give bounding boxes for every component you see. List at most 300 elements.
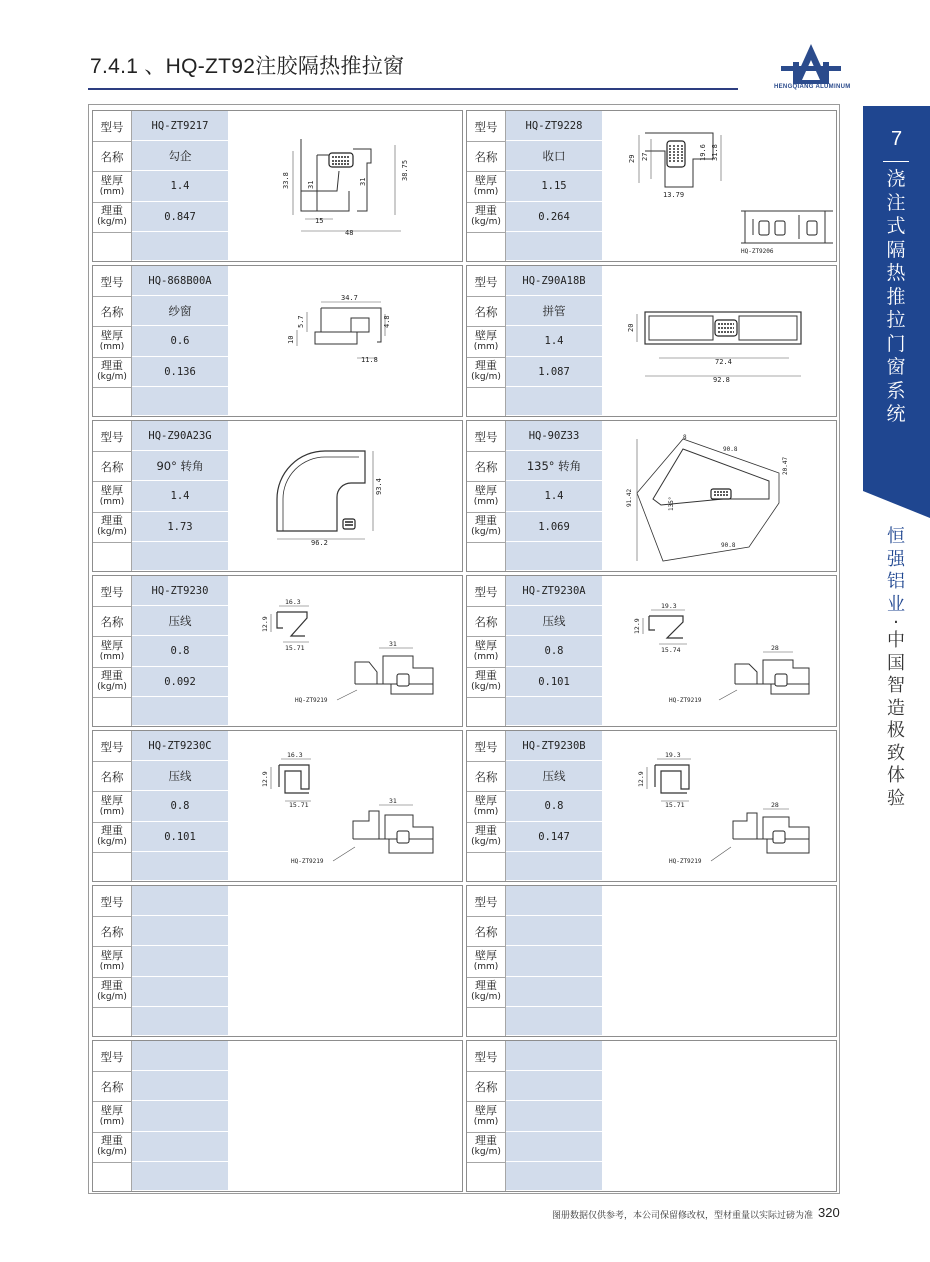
value-weight: 1.069 [506,512,602,542]
value-model [506,1041,602,1071]
value-blank [506,1007,602,1036]
page-header-title: 7.4.1 、HQ-ZT92注胶隔热推拉窗 [90,55,405,78]
profile-card [92,1040,463,1192]
label-thickness-main: 壁厚 [475,484,497,497]
svg-text:20.47: 20.47 [782,456,789,475]
svg-text:48: 48 [345,229,354,237]
label-weight-main: 理重 [475,979,497,992]
profile-drawing [229,731,462,881]
profile-drawing [603,576,836,726]
label-divider [467,977,505,978]
label-thickness-main: 壁厚 [475,949,497,962]
profile-card [92,885,463,1037]
label-thickness [93,174,131,198]
label-model: 型号 [474,1050,498,1064]
label-thickness-unit: (mm) [473,1117,499,1127]
svg-text:19.3: 19.3 [661,602,677,610]
label-divider [467,636,505,637]
value-name: 压线 [506,606,602,636]
svg-text:19.3: 19.3 [665,751,681,759]
label-weight [93,1134,131,1158]
label-weight-main: 理重 [475,1134,497,1147]
value-column [131,886,228,1036]
label-divider [93,977,131,978]
label-divider [467,542,505,543]
label-divider [467,761,505,762]
profile-drawing [229,266,462,416]
label-weight [93,204,131,228]
label-thickness-main: 壁厚 [475,174,497,187]
label-divider [93,326,131,327]
label-model: 型号 [100,585,124,599]
value-thickness: 0.6 [132,326,228,357]
slogan-dot: · [893,612,899,633]
label-thickness-main: 壁厚 [101,484,123,497]
label-divider [93,636,131,637]
svg-text:11.8: 11.8 [361,356,378,364]
value-name [506,1071,602,1101]
svg-text:28: 28 [771,801,779,809]
svg-text:34.7: 34.7 [341,294,358,302]
profile-card [92,420,463,572]
profile-drawing [603,266,836,416]
label-model: 型号 [474,430,498,444]
value-weight: 0.147 [506,822,602,852]
page-number: 320 [818,1205,840,1220]
value-column [131,1041,228,1191]
label-model: 型号 [474,585,498,599]
svg-text:15.74: 15.74 [661,646,681,654]
label-divider [467,1007,505,1008]
svg-text:91.42: 91.42 [626,488,633,507]
label-divider [93,296,131,297]
value-name: 拼管 [506,296,602,326]
value-name: 135° 转角 [506,451,602,481]
label-divider [467,141,505,142]
label-model: 型号 [100,895,124,909]
label-model: 型号 [474,120,498,134]
label-weight [467,979,505,1003]
profile-drawing [603,421,836,571]
label-divider [93,697,131,698]
label-divider [467,1101,505,1102]
profile-card [466,575,837,727]
label-name: 名称 [474,770,498,784]
label-divider [93,1007,131,1008]
label-thickness-main: 壁厚 [101,949,123,962]
value-thickness: 1.4 [506,326,602,357]
label-thickness [93,794,131,818]
svg-text:93.4: 93.4 [375,478,383,495]
svg-text:15: 15 [315,217,324,225]
label-thickness-unit: (mm) [473,342,499,352]
label-thickness-unit: (mm) [473,652,499,662]
value-name: 勾企 [132,141,228,171]
label-name: 名称 [100,460,124,474]
value-weight: 0.136 [132,357,228,387]
profile-card [466,265,837,417]
label-thickness-unit: (mm) [99,652,125,662]
value-blank [506,232,602,261]
svg-text:8: 8 [683,434,687,441]
svg-text:90.8: 90.8 [723,446,738,453]
profile-drawing [229,886,462,1036]
label-weight-main: 理重 [101,979,123,992]
profile-drawing [603,1041,836,1191]
label-divider [467,697,505,698]
value-blank [132,852,228,881]
value-name [132,1071,228,1101]
value-thickness: 0.8 [506,791,602,822]
label-thickness-unit: (mm) [99,497,125,507]
label-divider [467,946,505,947]
label-divider [93,357,131,358]
svg-text:96.2: 96.2 [311,539,328,547]
svg-text:29: 29 [628,154,636,163]
label-thickness-main: 壁厚 [475,794,497,807]
label-divider [467,387,505,388]
label-divider [93,232,131,233]
value-model: HQ-ZT9230 [132,576,228,606]
value-thickness: 1.4 [132,171,228,202]
label-weight-main: 理重 [101,1134,123,1147]
value-blank [132,387,228,416]
label-model: 型号 [100,740,124,754]
value-blank [506,697,602,726]
label-weight [93,824,131,848]
value-column [131,421,228,571]
svg-text:31: 31 [389,797,397,805]
label-weight-main: 理重 [475,204,497,217]
label-name: 名称 [474,1080,498,1094]
label-divider [93,481,131,482]
label-weight-main: 理重 [101,359,123,372]
svg-text:12.9: 12.9 [261,771,269,787]
value-blank [506,1162,602,1191]
label-divider [467,296,505,297]
value-column [131,731,228,881]
label-weight-main: 理重 [475,669,497,682]
label-weight [93,359,131,383]
value-name: 压线 [506,761,602,791]
sidebar-divider [883,161,909,162]
label-thickness-main: 壁厚 [475,639,497,652]
profile-drawing [229,421,462,571]
label-weight [467,204,505,228]
value-name [506,916,602,946]
label-thickness [467,484,505,508]
svg-text:31.8: 31.8 [711,144,719,161]
label-model: 型号 [474,740,498,754]
svg-text:38.75: 38.75 [401,159,409,181]
label-divider [93,916,131,917]
label-divider [93,512,131,513]
label-thickness [467,329,505,353]
value-weight: 0.101 [132,822,228,852]
value-column [505,576,602,726]
value-model: HQ-868B00A [132,266,228,296]
label-divider [93,542,131,543]
label-weight [467,669,505,693]
svg-text:4.8: 4.8 [383,315,391,328]
label-divider [467,171,505,172]
profile-drawing [603,111,836,261]
label-divider [467,202,505,203]
value-model: HQ-ZT9230A [506,576,602,606]
label-weight-unit: (kg/m) [97,372,127,382]
label-model: 型号 [100,430,124,444]
label-weight-main: 理重 [101,669,123,682]
label-thickness-unit: (mm) [473,187,499,197]
profile-card [92,110,463,262]
sidebar-chapter-number: 7 [890,128,903,150]
label-divider [467,1132,505,1133]
label-thickness-main: 壁厚 [101,1104,123,1117]
label-name: 名称 [100,150,124,164]
value-model: HQ-90Z33 [506,421,602,451]
svg-text:19.6: 19.6 [699,144,707,161]
label-divider [467,1162,505,1163]
label-divider [467,451,505,452]
label-divider [93,202,131,203]
label-name: 名称 [100,615,124,629]
profile-card [466,1040,837,1192]
label-thickness-unit: (mm) [473,962,499,972]
svg-text:HQ-ZT9219: HQ-ZT9219 [291,858,324,865]
label-weight-unit: (kg/m) [471,527,501,537]
label-thickness [467,949,505,973]
label-name: 名称 [100,770,124,784]
value-column [505,731,602,881]
company-logo-text: HENGQIANG ALUMINUM [774,84,851,90]
label-weight-main: 理重 [475,359,497,372]
svg-text:13.79: 13.79 [663,191,685,199]
label-thickness-main: 壁厚 [101,174,123,187]
label-weight [467,1134,505,1158]
label-weight [93,669,131,693]
value-weight [132,1132,228,1162]
footer-note: 图册数据仅供参考，本公司保留修改权，型材重量以实际过磅为准 [552,1211,814,1221]
value-weight: 0.092 [132,667,228,697]
svg-text:20: 20 [627,323,635,332]
label-thickness-main: 壁厚 [101,794,123,807]
label-divider [467,481,505,482]
label-weight [93,514,131,538]
value-model: HQ-Z90A18B [506,266,602,296]
label-thickness-main: 壁厚 [475,1104,497,1117]
label-thickness-unit: (mm) [99,187,125,197]
value-thickness: 0.8 [132,636,228,667]
label-thickness [467,639,505,663]
svg-text:HQ-ZT9219: HQ-ZT9219 [669,858,702,865]
value-thickness: 1.4 [132,481,228,512]
svg-text:10: 10 [287,335,295,344]
label-thickness [93,329,131,353]
value-weight [132,977,228,1007]
label-divider [93,822,131,823]
value-model: HQ-ZT9228 [506,111,602,141]
label-weight-unit: (kg/m) [97,992,127,1002]
profile-card [92,730,463,882]
value-column [131,111,228,261]
label-model: 型号 [100,120,124,134]
value-column [505,421,602,571]
value-thickness: 0.8 [506,636,602,667]
value-blank [506,387,602,416]
label-divider [93,451,131,452]
label-thickness [93,1104,131,1128]
value-column [131,266,228,416]
label-weight-unit: (kg/m) [471,217,501,227]
label-weight-unit: (kg/m) [471,372,501,382]
value-blank [132,1162,228,1191]
svg-text:27: 27 [641,152,649,161]
slogan-text: 中国智造 极致体验 [887,630,905,809]
label-thickness-main: 壁厚 [475,329,497,342]
value-thickness [506,946,602,977]
svg-text:72.4: 72.4 [715,358,732,366]
svg-text:31: 31 [359,177,367,186]
value-thickness [132,946,228,977]
label-name: 名称 [474,615,498,629]
value-model [132,886,228,916]
label-divider [93,1132,131,1133]
label-weight [467,359,505,383]
svg-text:31: 31 [307,180,315,189]
label-thickness-unit: (mm) [99,807,125,817]
label-name: 名称 [474,305,498,319]
value-column [505,1041,602,1191]
label-weight-unit: (kg/m) [97,837,127,847]
profile-card [466,885,837,1037]
svg-text:28: 28 [771,644,779,652]
label-weight-main: 理重 [475,514,497,527]
profile-drawing [229,576,462,726]
value-column [505,266,602,416]
label-weight-main: 理重 [101,204,123,217]
profile-drawing [603,731,836,881]
label-divider [93,171,131,172]
value-thickness [132,1101,228,1132]
value-weight: 1.087 [506,357,602,387]
label-divider [93,387,131,388]
label-model: 型号 [100,1050,124,1064]
label-weight-unit: (kg/m) [471,682,501,692]
label-divider [467,822,505,823]
label-thickness-unit: (mm) [473,807,499,817]
value-name: 收口 [506,141,602,171]
profile-card [466,420,837,572]
value-blank [132,542,228,571]
value-model: HQ-Z90A23G [132,421,228,451]
label-divider [467,791,505,792]
label-model: 型号 [474,275,498,289]
value-column [505,111,602,261]
value-column [131,576,228,726]
svg-text:15.71: 15.71 [285,644,305,652]
label-divider [93,606,131,607]
value-name: 纱窗 [132,296,228,326]
profile-card [92,575,463,727]
label-divider [467,326,505,327]
label-name: 名称 [100,1080,124,1094]
label-weight-unit: (kg/m) [471,992,501,1002]
label-divider [93,1071,131,1072]
label-divider [467,512,505,513]
label-thickness-unit: (mm) [99,962,125,972]
svg-text:12.9: 12.9 [261,616,269,632]
sidebar-title: 浇注式隔热推拉门窗系统 [886,168,906,425]
label-divider [467,232,505,233]
svg-text:12.9: 12.9 [633,618,641,634]
svg-text:12.9: 12.9 [637,771,645,787]
value-weight: 1.73 [132,512,228,542]
svg-text:HQ-ZT9206: HQ-ZT9206 [741,248,774,255]
profile-drawing [229,111,462,261]
label-divider [467,667,505,668]
slogan-brand: 恒强铝业 [887,526,905,615]
sidebar-slogan [883,526,909,810]
value-name: 压线 [132,761,228,791]
svg-text:90.8: 90.8 [721,542,736,549]
value-blank [506,852,602,881]
svg-text:16.3: 16.3 [287,751,303,759]
label-thickness [467,794,505,818]
value-model: HQ-ZT9230C [132,731,228,761]
value-thickness: 1.15 [506,171,602,202]
label-model: 型号 [474,895,498,909]
label-thickness [93,484,131,508]
label-weight-unit: (kg/m) [97,682,127,692]
value-column [505,886,602,1036]
label-weight-unit: (kg/m) [471,837,501,847]
value-weight: 0.101 [506,667,602,697]
label-thickness-unit: (mm) [99,1117,125,1127]
value-name: 压线 [132,606,228,636]
label-weight [467,514,505,538]
svg-text:92.8: 92.8 [713,376,730,384]
header-rule [88,88,738,90]
value-blank [132,232,228,261]
svg-text:15.71: 15.71 [665,801,685,809]
label-divider [93,667,131,668]
value-blank [132,1007,228,1036]
value-name [132,916,228,946]
svg-text:135°: 135° [668,496,675,511]
label-thickness [93,949,131,973]
value-model [132,1041,228,1071]
label-name: 名称 [474,150,498,164]
label-thickness-main: 壁厚 [101,639,123,652]
label-divider [93,1162,131,1163]
value-thickness [506,1101,602,1132]
svg-text:33.8: 33.8 [282,172,290,189]
value-name: 90° 转角 [132,451,228,481]
label-divider [93,852,131,853]
label-weight-unit: (kg/m) [97,1147,127,1157]
value-thickness: 0.8 [132,791,228,822]
value-blank [132,697,228,726]
svg-text:15.71: 15.71 [289,801,309,809]
label-divider [93,1101,131,1102]
label-divider [93,141,131,142]
label-weight-main: 理重 [101,824,123,837]
label-divider [467,1071,505,1072]
value-weight [506,1132,602,1162]
label-name: 名称 [474,460,498,474]
label-thickness [467,174,505,198]
label-name: 名称 [100,305,124,319]
